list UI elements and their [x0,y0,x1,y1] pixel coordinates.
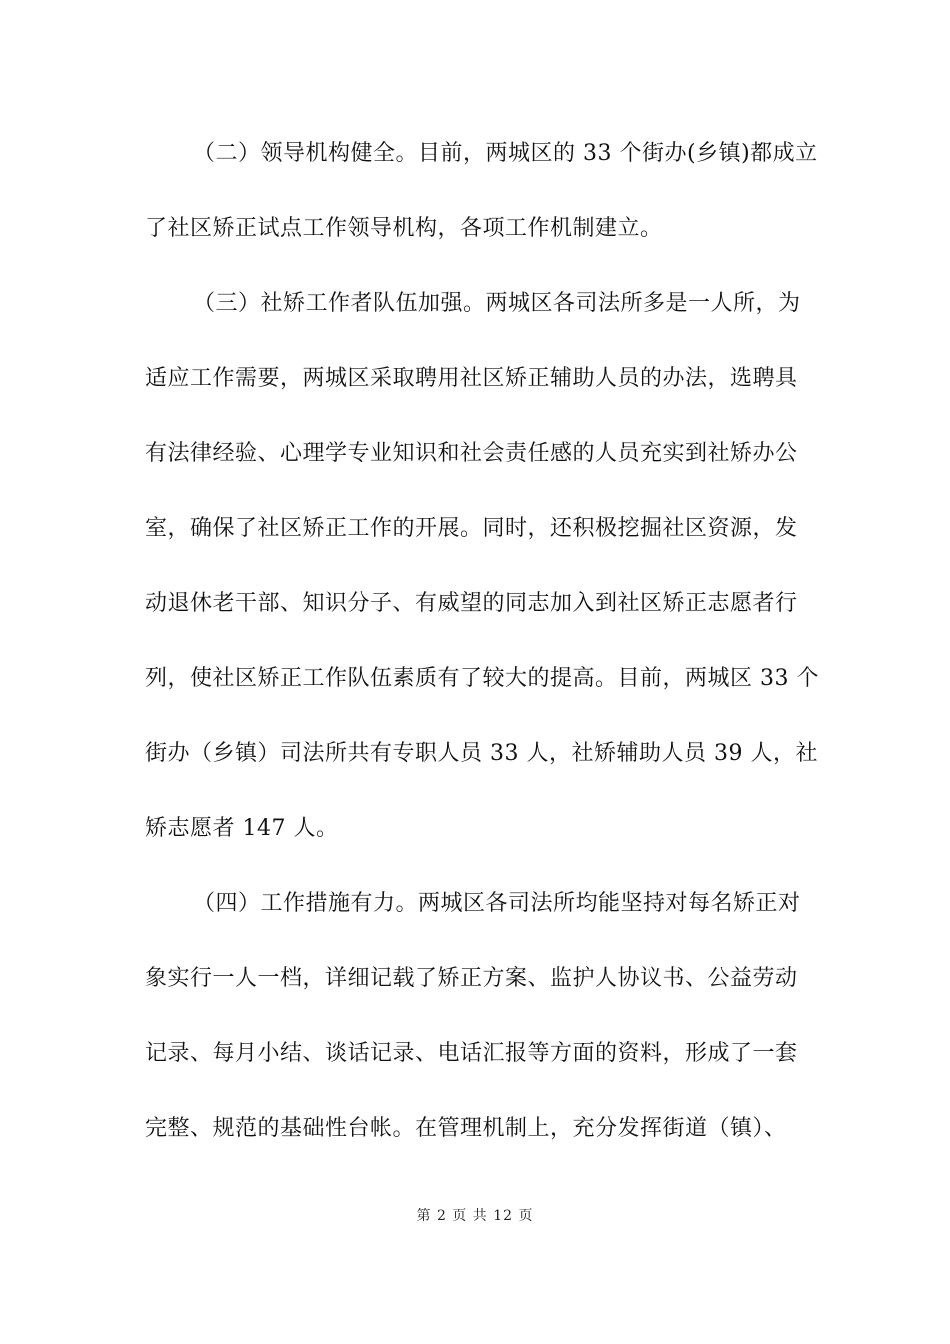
paragraph-line: 象实行一人一档，详细记载了矫正方案、监护人协议书、公益劳动 [145,966,798,991]
paragraph-line: 矫志愿者 147 人。 [145,816,339,841]
paragraph-line: 列，使社区矫正工作队伍素质有了较大的提高。目前，两城区 33 个 [145,666,819,691]
paragraph-line: （三）社矫工作者队伍加强。两城区各司法所多是一人所，为 [193,291,801,316]
paragraph-line: 记录、每月小结、谈话记录、电话汇报等方面的资料，形成了一套 [145,1041,798,1066]
paragraph-line: 有法律经验、心理学专业知识和社会责任感的人员充实到社矫办公 [145,441,798,466]
paragraph-line: 完整、规范的基础性台帐。在管理机制上，充分发挥街道（镇）、 [145,1116,787,1141]
paragraph-line: 了社区矫正试点工作领导机构，各项工作机制建立。 [145,216,663,241]
page-number-footer: 第 2 页 共 12 页 [416,1208,534,1224]
paragraph-line: 适应工作需要，两城区采取聘用社区矫正辅助人员的办法，选聘具 [145,366,798,391]
paragraph-line: 室，确保了社区矫正工作的开展。同时，还积极挖掘社区资源，发 [145,516,798,541]
paragraph-line: 街办（乡镇）司法所共有专职人员 33 人，社矫辅助人员 39 人，社 [145,741,818,766]
paragraph-line: （二）领导机构健全。目前，两城区的 33 个街办(乡镇)都成立 [193,141,818,166]
paragraph-line: （四）工作措施有力。两城区各司法所均能坚持对每名矫正对 [193,891,801,916]
paragraph-line: 动退休老干部、知识分子、有威望的同志加入到社区矫正志愿者行 [145,591,798,616]
